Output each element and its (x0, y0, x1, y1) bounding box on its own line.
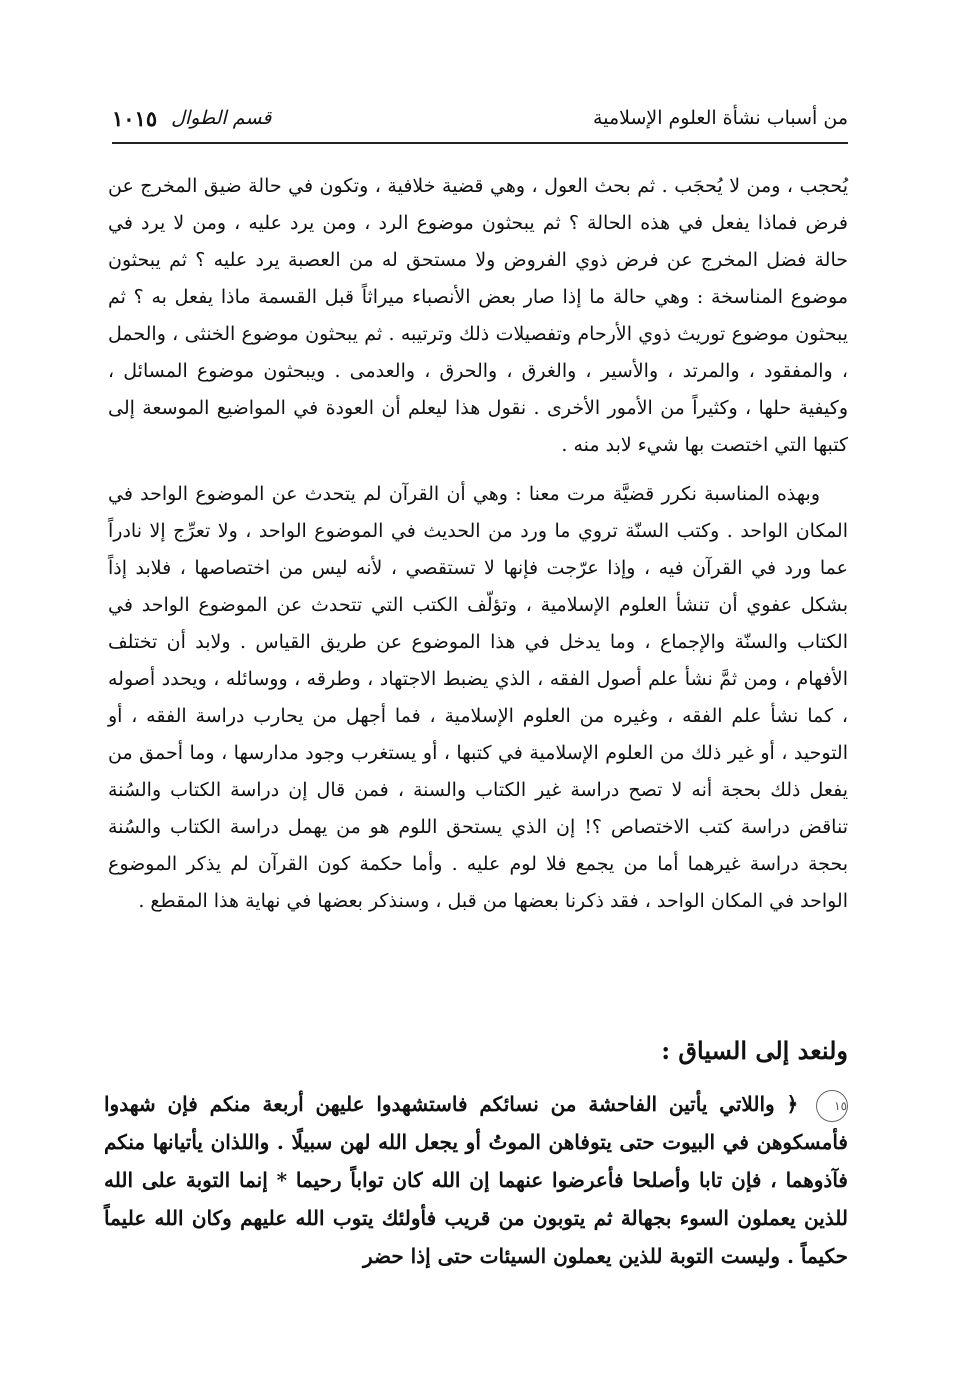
paragraph-1: يُحجب ، ومن لا يُحجَب . ثم بحث العول ، وهي قضية خلافية ، وتكون في حالة ضيق المخرج عن فرض فماذا يفعل في هذه الحالة ؟ ثم يبحثون موضوع الرد ، ومن يرد عليه ، ومن لا يرد في حالة فضل المخرج عن فرض ذوي الفروض ولا مستحق له من العصبة يرد عليه ؟ ثم يبحثون موضوع المناسخة : وهي حالة ما إذا صار بعض الأنصباء ميراثاً قبل القسمة ماذا يفعل به ؟ ثم يبحثون موضوع توريث ذوي الأرحام وتفصيلات ذلك وترتيبه . ثم يبحثون موضوع الخنثى ، والحمل ، والمفقود ، والمرتد ، والأسير ، والغرق ، والحرق ، والعدمى . ويبحثون موضوع المسائل ، وكيفية حلها ، وكثيراً من الأمور الأخرى . نقول هذا ليعلم أن العودة في المواضيع الموسعة إلى كتبها التي اختصت بها شيء لابد منه . (108, 175, 848, 456)
verse-number-marker: ١٥ (816, 1090, 848, 1122)
section-name: قسم الطوال (171, 107, 272, 129)
running-header (112, 98, 848, 138)
page-number: ١٠١٥ (112, 105, 158, 131)
verse-text: ﴿ واللاتي يأتين الفاحشة من نسائكم فاستشهدوا عليهن أربعة منكم فإن شهدوا فأمسكوهن في البيوت حتى يتوفاهن الموتُ أو يجعل الله لهن سبيلًا . واللذان يأتيانها منكم فآذوهما ، فإن تابا وأصلحا فأعرضوا عنهما إن الله كان تواباً رحيما * إنما التوبة على الله للذين يعملون السوء بجهالة ثم يتوبون من قريب فأولئك يتوب الله عليهم وكان الله عليماً حكيماً . وليست التوبة للذين يعملون السيئات حتى إذا حضر (104, 1092, 848, 1268)
book-title: من أسباب نشأة العلوم الإسلامية (593, 107, 848, 129)
header-section-group (112, 106, 271, 131)
header-divider (112, 142, 848, 144)
verse-block (104, 1085, 848, 1275)
paragraph-2: وبهذه المناسبة نكرر قضيَّة مرت معنا : وهي أن القرآن لم يتحدث عن الموضوع الواحد في المكان الواحد . وكتب السنّة تروي ما ورد من الحديث في الموضوع الواحد ، ولا تعرِّج إلا نادراً عما ورد في القرآن فيه ، وإذا عرّجت فإنها لا تستقصي ، لأنه ليس من اختصاصها ، فلابد إذاً بشكل عفوي أن تنشأ العلوم الإسلامية ، وتؤلّف الكتب التي تتحدث عن الموضوع الواحد في الكتاب والسنّة والإجماع ، وما يدخل في هذا الموضوع عن طريق القياس . ولابد أن تختلف الأفهام ، ومن ثمَّ نشأ علم أصول الفقه ، الذي يضبط الاجتهاد ، وطرقه ، ووسائله ، ويحدد أصوله ، كما نشأ علم الفقه ، وغيره من العلوم الإسلامية ، فما أجهل من يحارب دراسة الفقه ، أو التوحيد ، أو غير ذلك من العلوم الإسلامية في كتبها ، أو يستغرب وجود مدارسها ، وما أحمق من يفعل ذلك بحجة أنه لا تصح دراسة غير الكتاب والسنة ، فمن قال إن دراسة الكتاب والسُنة تناقض دراسة كتب الاختصاص ؟! إن الذي يستحق اللوم هو من يهمل دراسة الكتاب والسُنة بحجة دراسة غيرهما أما من يجمع فلا لوم عليه . وأما حكمة كون القرآن لم يذكر الموضوع الواحد في المكان الواحد ، فقد ذكرنا بعضها من قبل ، وسنذكر بعضها في نهاية هذا المقطع . (108, 483, 848, 912)
section-heading: ولنعد إلى السياق : (661, 1036, 848, 1065)
body-text (108, 168, 848, 932)
